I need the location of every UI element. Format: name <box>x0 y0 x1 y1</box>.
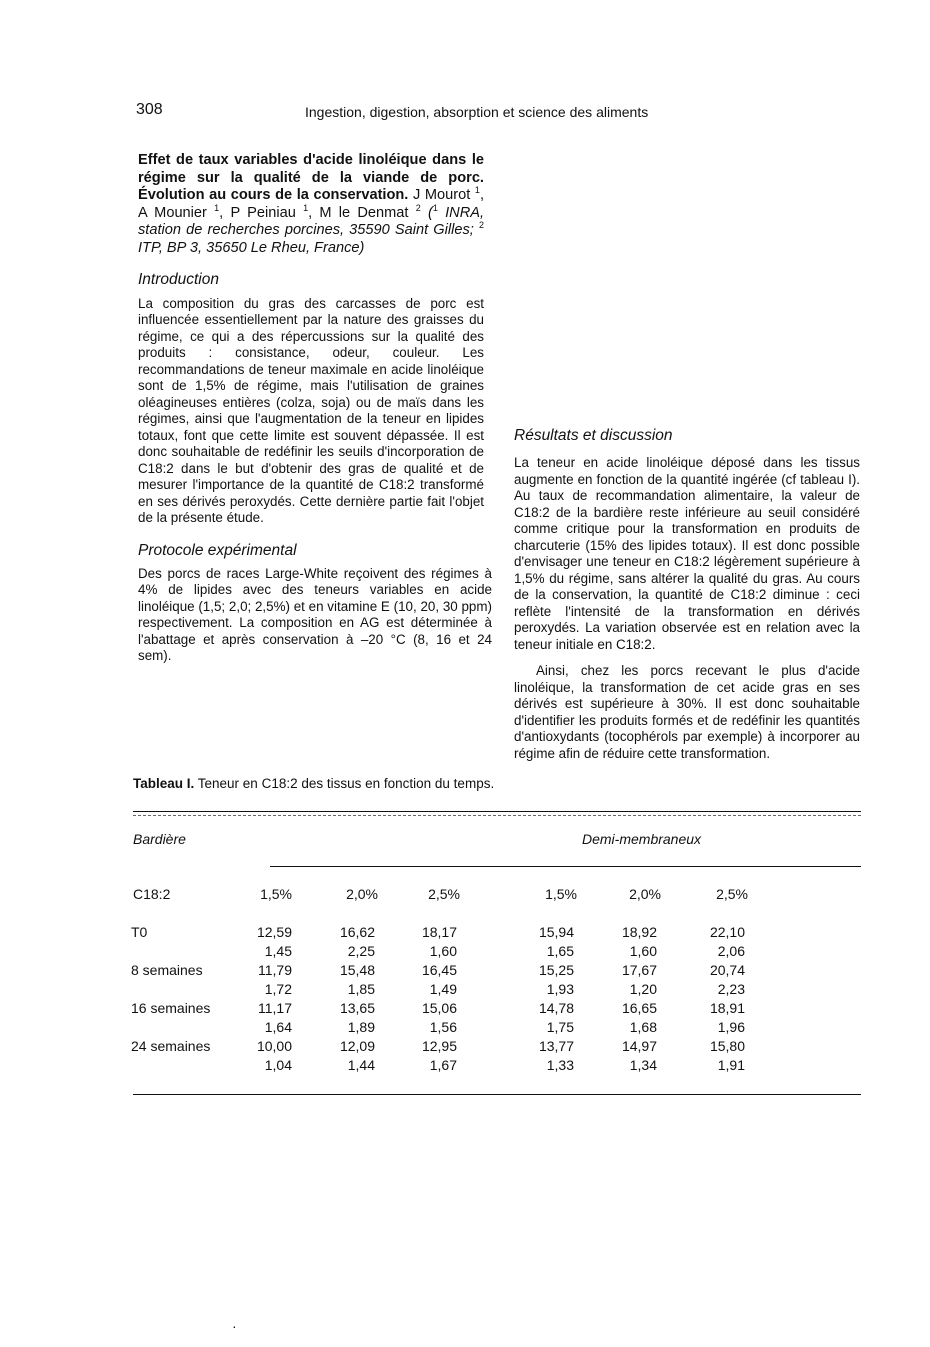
table-cell-mean: 16,62 <box>339 924 375 940</box>
table-dashed-rule <box>133 815 861 816</box>
row-label: T0 <box>131 924 148 940</box>
affiliation: ( <box>420 204 433 221</box>
table-cell-mean: 17,67 <box>621 962 657 978</box>
table-cell-sd: 1,91 <box>717 1057 745 1073</box>
table-cell-sd: 1,49 <box>429 981 457 997</box>
row-label: 8 semaines <box>131 962 203 978</box>
group-header-demi-membraneux: Demi-membraneux <box>582 831 702 847</box>
table-cell-sd: 1,60 <box>629 943 657 959</box>
table-cell-sd: 1,44 <box>347 1057 375 1073</box>
table-cell-mean: 15,48 <box>339 962 375 978</box>
table-cell-sd: 1,67 <box>429 1057 457 1073</box>
table-cell-mean: 11,17 <box>258 1000 292 1016</box>
row-label: 16 semaines <box>131 1000 211 1016</box>
table-cell-sd: 1,72 <box>264 981 292 997</box>
affiliation: ITP, BP 3, 35650 Le Rheu, France) <box>138 239 365 256</box>
table-cell-mean: 15,94 <box>538 924 574 940</box>
author: , A Mounier <box>138 187 484 221</box>
table-cell-mean: 14,78 <box>538 1000 574 1016</box>
table-cell-mean: 18,17 <box>421 924 457 940</box>
table-cell-sd: 1,34 <box>629 1057 657 1073</box>
table-cell-sd: 1,45 <box>264 943 292 959</box>
section-heading-results: Résultats et discussion <box>514 427 673 444</box>
table-bottom-rule <box>133 1094 861 1095</box>
column-header: 2,0% <box>346 886 378 902</box>
table-cell-mean: 16,45 <box>421 962 457 978</box>
table-cell-mean: 18,91 <box>709 1000 745 1016</box>
table-cell-sd: 1,89 <box>347 1019 375 1035</box>
table-cell-mean: 12,95 <box>421 1038 457 1054</box>
table-cell-mean: 18,92 <box>621 924 657 940</box>
article-title: Effet de taux variables d'acide linoléique dans le régime sur la qualité de la viande de porc. Évolution au cours de la conservation. <box>138 152 484 204</box>
table-cell-mean: 12,09 <box>339 1038 375 1054</box>
table-cell-mean: 13,65 <box>339 1000 375 1016</box>
column-header: 2,5% <box>428 886 460 902</box>
affiliation-mark: 1 <box>214 202 220 213</box>
table-cell-mean: 10,00 <box>256 1038 292 1054</box>
table-cell-sd: 2,23 <box>717 981 745 997</box>
author: , M le Denmat <box>308 204 416 221</box>
footer-mark: · <box>232 1318 237 1334</box>
table-cell-sd: 2,25 <box>347 943 375 959</box>
author: , P Peiniau <box>219 204 304 221</box>
table-cell-sd: 1,96 <box>717 1019 745 1035</box>
table-top-rule <box>133 811 861 812</box>
table-cell-sd: 1,04 <box>264 1057 292 1073</box>
table-cell-sd: 1,68 <box>629 1019 657 1035</box>
table-cell-sd: 1,65 <box>546 943 574 959</box>
table-cell-sd: 1,60 <box>429 943 457 959</box>
table-cell-sd: 1,93 <box>546 981 574 997</box>
column-header: 2,0% <box>629 886 661 902</box>
affiliation-mark: 2 <box>478 220 484 231</box>
table-caption-text: Teneur en C18:2 des tissus en fonction du temps. <box>194 776 495 791</box>
table-cell-sd: 1,64 <box>264 1019 292 1035</box>
column-header: 1,5% <box>545 886 577 902</box>
row-label: 24 semaines <box>131 1038 211 1054</box>
table-cell-sd: 1,20 <box>629 981 657 997</box>
intro-paragraph: La composition du gras des carcasses de porc est influencée essentiellement par la nature des graisses du régime, ce qui a des répercussions sur la qualité des produits : consistance, odeur, couleur. Les recommandations de teneur maximale en acide linoléique sont de 1,5% de régime, mais l'utilisation de graines oléagineuses entières (colza, soja) ou de maïs dans les régimes, ainsi que l'augmentation de la teneur en lipides totaux, font que cette limite est souvent dépassée. Il est donc souhaitable de redéfinir les seuils d'incorporation de C18:2 dans le but d'obtenir des gras de qualité et de mesurer l'importance de la quantité de C18:2 transformé en ses dérivés peroxydés. Cette dernière partie fait l'objet de la présente étude. <box>138 295 484 526</box>
running-title: Ingestion, digestion, absorption et science des aliments <box>305 104 649 120</box>
table-cell-mean: 14,97 <box>621 1038 657 1054</box>
table-cell-mean: 15,25 <box>538 962 574 978</box>
article-title-block <box>138 152 484 258</box>
table-cell-sd: 1,85 <box>347 981 375 997</box>
protocol-paragraph: Des porcs de races Large-White reçoivent des régimes à 4% de lipides avec des teneurs variables en acide linoléique (1,5; 2,0; 2,5%) et en vitamine E (10, 20, 30 ppm) respectivement. La composition en AG est déterminée à l'abattage et après conservation à –20 °C (8, 16 et 24 sem). <box>138 565 492 664</box>
table-header-rule <box>270 866 861 867</box>
author: J Mourot <box>408 187 475 204</box>
section-heading-protocol: Protocole expérimental <box>138 541 297 559</box>
table-cell-mean: 22,10 <box>709 924 745 940</box>
page-number: 308 <box>136 101 163 118</box>
table-cell-mean: 15,80 <box>709 1038 745 1054</box>
table-cell-mean: 20,74 <box>709 962 745 978</box>
affiliation-mark: 1 <box>474 185 480 196</box>
column-header: 2,5% <box>716 886 748 902</box>
table-caption-label: Tableau I. <box>133 776 195 791</box>
table-cell-mean: 13,77 <box>538 1038 574 1054</box>
left-column <box>138 152 492 665</box>
group-header-bardiere: Bardière <box>133 831 186 847</box>
results-paragraph-2: Ainsi, chez les porcs recevant le plus d'acide linoléique, la transformation de cet acide gras en ses dérivés est supérieure à 30%. Il est donc souhaitable d'identifier les produits formés et de redéfinir les quantités d'antioxydants (tocophérols par exemple) à incorporer au régime afin de réduire cette transformation. <box>514 663 860 761</box>
table-cell-sd: 1,75 <box>546 1019 574 1035</box>
row-header: C18:2 <box>133 886 171 902</box>
affiliation-mark: 2 <box>415 202 421 213</box>
affiliation-mark: 1 <box>432 202 438 213</box>
table-cell-mean: 16,65 <box>621 1000 657 1016</box>
table-cell-mean: 12,59 <box>256 924 292 940</box>
table-cell-sd: 1,33 <box>546 1057 574 1073</box>
table-cell-mean: 11,79 <box>258 962 292 978</box>
table-cell-sd: 1,56 <box>429 1019 457 1035</box>
table-cell-mean: 15,06 <box>421 1000 457 1016</box>
table-cell-sd: 2,06 <box>717 943 745 959</box>
column-header: 1,5% <box>260 886 292 902</box>
results-paragraph-1: La teneur en acide linoléique déposé dans les tissus augmente en fonction de la quantité ingérée (cf tableau I). Au taux de recommandation alimentaire, la valeur de C18:2 de la bardière reste inférieure au seuil considéré comme critique pour la transformation en produits de charcuterie (15% des lipides totaux). Il est donc possible d'envisager une teneur en C18:2 légèrement supérieure à 1,5% du régime, sans altérer la qualité du gras. Au cours de la conservation, la quantité de C18:2 diminue : ceci reflète l'intensité de la transformation en dérivés peroxydés. La variation observée est en relation avec la teneur initiale en C18:2. <box>514 455 860 652</box>
section-heading-introduction: Introduction <box>138 270 219 288</box>
table-caption <box>133 776 494 791</box>
right-column <box>514 426 860 762</box>
affiliation-mark: 1 <box>303 202 309 213</box>
affiliation: INRA, station de recherches porcines, 35590 Saint Gilles; <box>138 204 485 239</box>
